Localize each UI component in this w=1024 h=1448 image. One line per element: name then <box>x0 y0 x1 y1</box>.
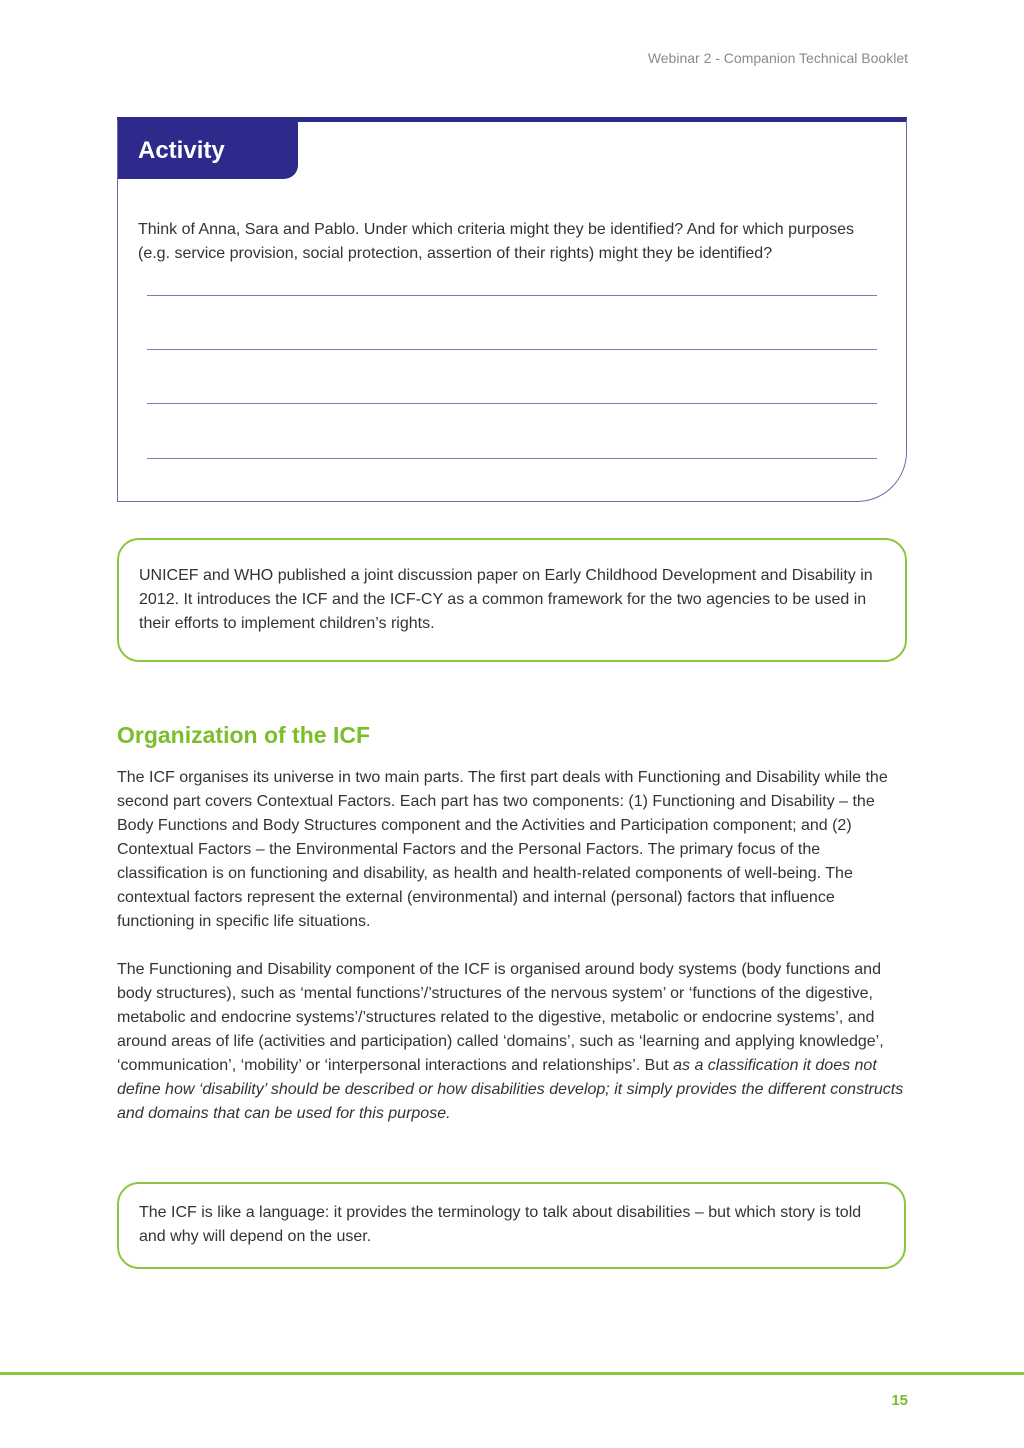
callout-text: UNICEF and WHO published a joint discussion paper on Early Childhood Development and Disability in 2012. It introduces the ICF and the ICF-CY as a common framework for the two agencies to be used in their efforts to implement children’s rights. <box>139 567 873 632</box>
icf-language-callout <box>117 1182 906 1269</box>
page-number: 15 <box>891 1392 908 1409</box>
answer-line <box>147 403 877 404</box>
answer-line <box>147 349 877 350</box>
answer-line <box>147 458 877 459</box>
paragraph <box>117 958 907 1126</box>
paragraph-text: The Functioning and Disability component of the ICF is organised around body systems (body functions and body structures), such as ‘mental functions’/’structures of the nervous system’ or ‘functions of the digestive, metabolic and endocrine systems’/’structures related to the digestive, metabolic or endocrine systems’, and around areas of life (activities and participation) called ‘domains’, such as ‘learning and applying knowledge’, ‘communication’, ‘mobility’ or ‘interpersonal interactions and relationships’. But <box>117 961 884 1074</box>
activity-question: Think of Anna, Sara and Pablo. Under which criteria might they be identified? And for which purposes (e.g. service provision, social protection, assertion of their rights) might they be identified? <box>138 221 854 262</box>
activity-tab: Activity <box>118 122 298 179</box>
section-heading: Organization of the ICF <box>117 722 370 748</box>
running-header: Webinar 2 - Companion Technical Booklet <box>647 50 908 66</box>
paragraph: The ICF organises its universe in two main parts. The first part deals with Functioning and Disability while the second part covers Contextual Factors. Each part has two components: (1) Functioning and Disability – the Body Functions and Body Structures component and the Activities and Participation component; and (2) Contextual Factors – the Environmental Factors and the Personal Factors. The primary focus of the classification is on functioning and disability, as health and health-related components of well-being. The contextual factors represent the external (environmental) and internal (personal) factors that influence functioning in specific life situations. <box>117 769 888 930</box>
paragraph-italic-text: as a classification it does not define how ‘disability’ should be described or how disabilities develop; it simply provides the different constructs and domains that can be used for this purpose. <box>117 1057 904 1122</box>
unicef-who-callout <box>117 538 907 662</box>
footer-rule <box>0 1372 1024 1375</box>
callout-text: The ICF is like a language: it provides the terminology to talk about disabilities – but which story is told and why will depend on the user. <box>139 1204 862 1245</box>
answer-line <box>147 295 877 296</box>
activity-box <box>117 117 907 502</box>
